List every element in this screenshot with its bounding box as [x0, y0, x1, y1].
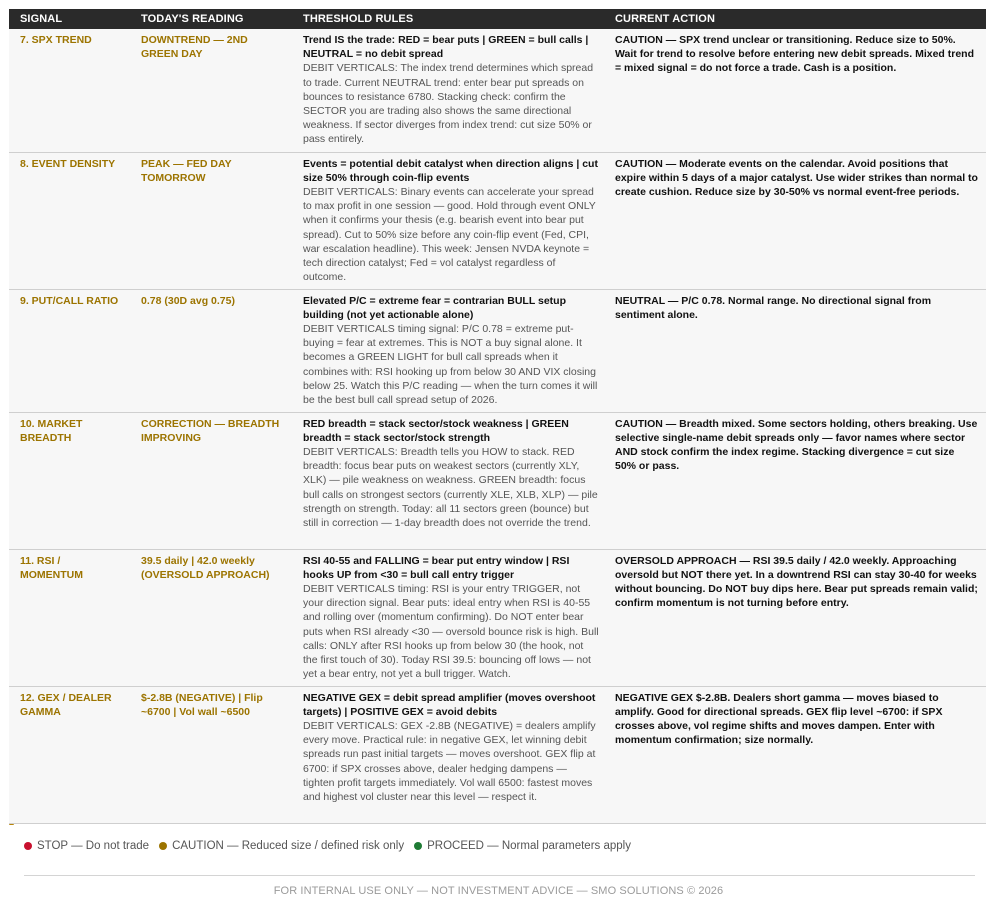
rule-headline: RED breadth = stack sector/stock weakness | GREEN breadth = stack sector/stock strength: [303, 417, 569, 444]
current-action: OVERSOLD APPROACH — RSI 39.5 daily / 42.0 weekly. Approaching oversold but NOT there yet. In a downtrend RSI can stay 30-40 for weeks without bouncing. Do NOT buy dips here. Bear put spreads remain valid; confirm momentum is not turning before entry.: [607, 549, 986, 686]
table-row: [9, 29, 986, 152]
current-action: CAUTION — Moderate events on the calendar. Avoid positions that expire within 5 days of a major catalyst. Use wider strikes than normal to create cushion. Reduce size by 30-50% vs normal event-free periods.: [607, 152, 986, 289]
current-action: CAUTION — SPX trend unclear or transitioning. Reduce size to 50%. Wait for trend to resolve before entering new debit spreads. Mixed trend = mixed signal = do not force a trade. Cash is a position.: [607, 29, 986, 152]
gold-dot-icon: [159, 842, 167, 850]
table-row: [9, 412, 986, 549]
column-header-signal: SIGNAL: [9, 9, 133, 29]
rule-headline: Events = potential debit catalyst when direction aligns | cut size 50% through coin-flip events: [303, 157, 598, 184]
current-action: NEGATIVE GEX $-2.8B. Dealers short gamma — moves biased to amplify. Good for directional spreads. GEX flip level ~6700: if SPX crosses above, vol regime shifts and moves dampen. Enter with momentum confirmation; size normally.: [607, 686, 986, 823]
signal-name: 7. SPX TREND: [9, 29, 133, 152]
threshold-rules-cell: [295, 686, 607, 823]
signal-name: 8. EVENT DENSITY: [9, 152, 133, 289]
rule-detail: DEBIT VERTICALS: GEX -2.8B (NEGATIVE) = dealers amplify every move. Practical rule: in negative GEX, let winning debit spreads run past initial targets — moves overshoot. GEX flip at 6700: if SPX crosses above, dealer hedging dampens — tighten profit targets immediately. Vol wall 6500: fastest moves and highest vol cluster near this level — respect it.: [303, 719, 596, 803]
rule-detail: DEBIT VERTICALS: Binary events can accelerate your spread to max profit in one session — good. Hold through event ONLY when it confirms your thesis (e.g. bearish event into bear put spread). Cut to 50% size before any coin-flip event (Fed, CPI, war escalation headline). This week: Jensen NVDA keynote = tech direction catalyst; Fed = vol catalyst regardless of outcome.: [303, 185, 596, 284]
column-header-rules: THRESHOLD RULES: [295, 9, 607, 29]
threshold-rules-cell: [295, 152, 607, 289]
table-row: [9, 289, 986, 412]
footer-divider: [24, 875, 975, 876]
threshold-rules-cell: [295, 549, 607, 686]
threshold-rules-cell: [295, 289, 607, 412]
todays-reading: DOWNTREND — 2ND GREEN DAY: [133, 29, 295, 152]
legend-label: CAUTION — Reduced size / defined risk only: [172, 840, 405, 852]
green-dot-icon: [414, 842, 422, 850]
table-row: [9, 549, 986, 686]
legend-item-stop: [24, 840, 149, 852]
signal-name: 10. MARKET BREADTH: [9, 412, 133, 549]
todays-reading: 0.78 (30D avg 0.75): [133, 289, 295, 412]
table-header-row: [9, 9, 986, 29]
legend-label: STOP — Do not trade: [37, 840, 150, 852]
signals-table: [9, 9, 986, 824]
threshold-rules-cell: [295, 29, 607, 152]
signal-name: 12. GEX / DEALER GAMMA: [9, 686, 133, 823]
todays-reading: 39.5 daily | 42.0 weekly (OVERSOLD APPROACH): [133, 549, 295, 686]
legend-item-proceed: [414, 840, 631, 852]
column-header-reading: TODAY'S READING: [133, 9, 295, 29]
rule-headline: RSI 40-55 and FALLING = bear put entry window | RSI hooks UP from <30 = bull call entry trigger: [303, 554, 570, 581]
legend-label: PROCEED — Normal parameters apply: [427, 840, 631, 852]
rule-detail: DEBIT VERTICALS: Breadth tells you HOW to stack. RED breadth: focus bear puts on weakest sectors (currently XLY, XLK) — pile weakness on weakness. GREEN breadth: focus bull calls on strongest sectors (currently XLE, XLB, XLP) — pile strength on strength. Today: all 11 sectors green (bounce) but still in correction — 1-day breadth does not override the trend.: [303, 445, 598, 529]
footer-disclaimer: FOR INTERNAL USE ONLY — NOT INVESTMENT ADVICE — SMO SOLUTIONS © 2026: [273, 885, 724, 897]
rule-detail: DEBIT VERTICALS timing: RSI is your entry TRIGGER, not your direction signal. Bear puts: ideal entry when RSI is 40-55 and rolling over (momentum confirming). Do NOT enter bear puts when RSI already <30 — oversold bounce risk is high. Bull calls: ONLY after RSI hooks up from below 30 (the hook, not the first touch of 30). Today RSI 39.5: bouncing off lows — not yet a bear entry, not yet a bull trigger. Watch.: [303, 582, 599, 681]
red-dot-icon: [24, 842, 32, 850]
threshold-rules-cell: [295, 412, 607, 549]
signal-name: 11. RSI / MOMENTUM: [9, 549, 133, 686]
signal-name: 9. PUT/CALL RATIO: [9, 289, 133, 412]
table-row: [9, 686, 986, 823]
current-action: CAUTION — Breadth mixed. Some sectors holding, others breaking. Use selective single-name debit spreads only — favor names where sector AND stock confirm the index regime. Stacking divergence = cut size 50% or pass.: [607, 412, 986, 549]
rule-headline: Elevated P/C = extreme fear = contrarian BULL setup building (not yet actionable alone): [303, 294, 566, 321]
signals-table-wrapper: [9, 9, 986, 824]
rule-headline: Trend IS the trade: RED = bear puts | GREEN = bull calls | NEUTRAL = no debit spread: [303, 34, 589, 61]
table-row: [9, 152, 986, 289]
column-header-action: CURRENT ACTION: [607, 9, 986, 29]
status-legend: [24, 840, 641, 852]
rule-detail: DEBIT VERTICALS: The index trend determines which spread to trade. Current NEUTRAL trend: enter bear put spreads on bounces to resistance 6780. Stacking check: confirm the SECTOR you are trading also shows the same directional weakness. If sector diverges from index trend: cut size 50% or pass entirely.: [303, 62, 594, 146]
rule-detail: DEBIT VERTICALS timing signal: P/C 0.78 = extreme put-buying = fear at extremes. This is NOT a buy signal alone. It becomes a GREEN LIGHT for bull call spreads when it combines with: RSI hooking up from below 30 AND VIX closing below 25. Watch this P/C reading — when the turn comes it will be the best bull call spread setup of 2026.: [303, 322, 598, 406]
todays-reading: $-2.8B (NEGATIVE) | Flip ~6700 | Vol wall ~6500: [133, 686, 295, 823]
todays-reading: CORRECTION — BREADTH IMPROVING: [133, 412, 295, 549]
current-action: NEUTRAL — P/C 0.78. Normal range. No directional signal from sentiment alone.: [607, 289, 986, 412]
legend-item-caution: [159, 840, 404, 852]
rule-headline: NEGATIVE GEX = debit spread amplifier (moves overshoot targets) | POSITIVE GEX = avoid debits: [303, 691, 596, 718]
todays-reading: PEAK — FED DAY TOMORROW: [133, 152, 295, 289]
